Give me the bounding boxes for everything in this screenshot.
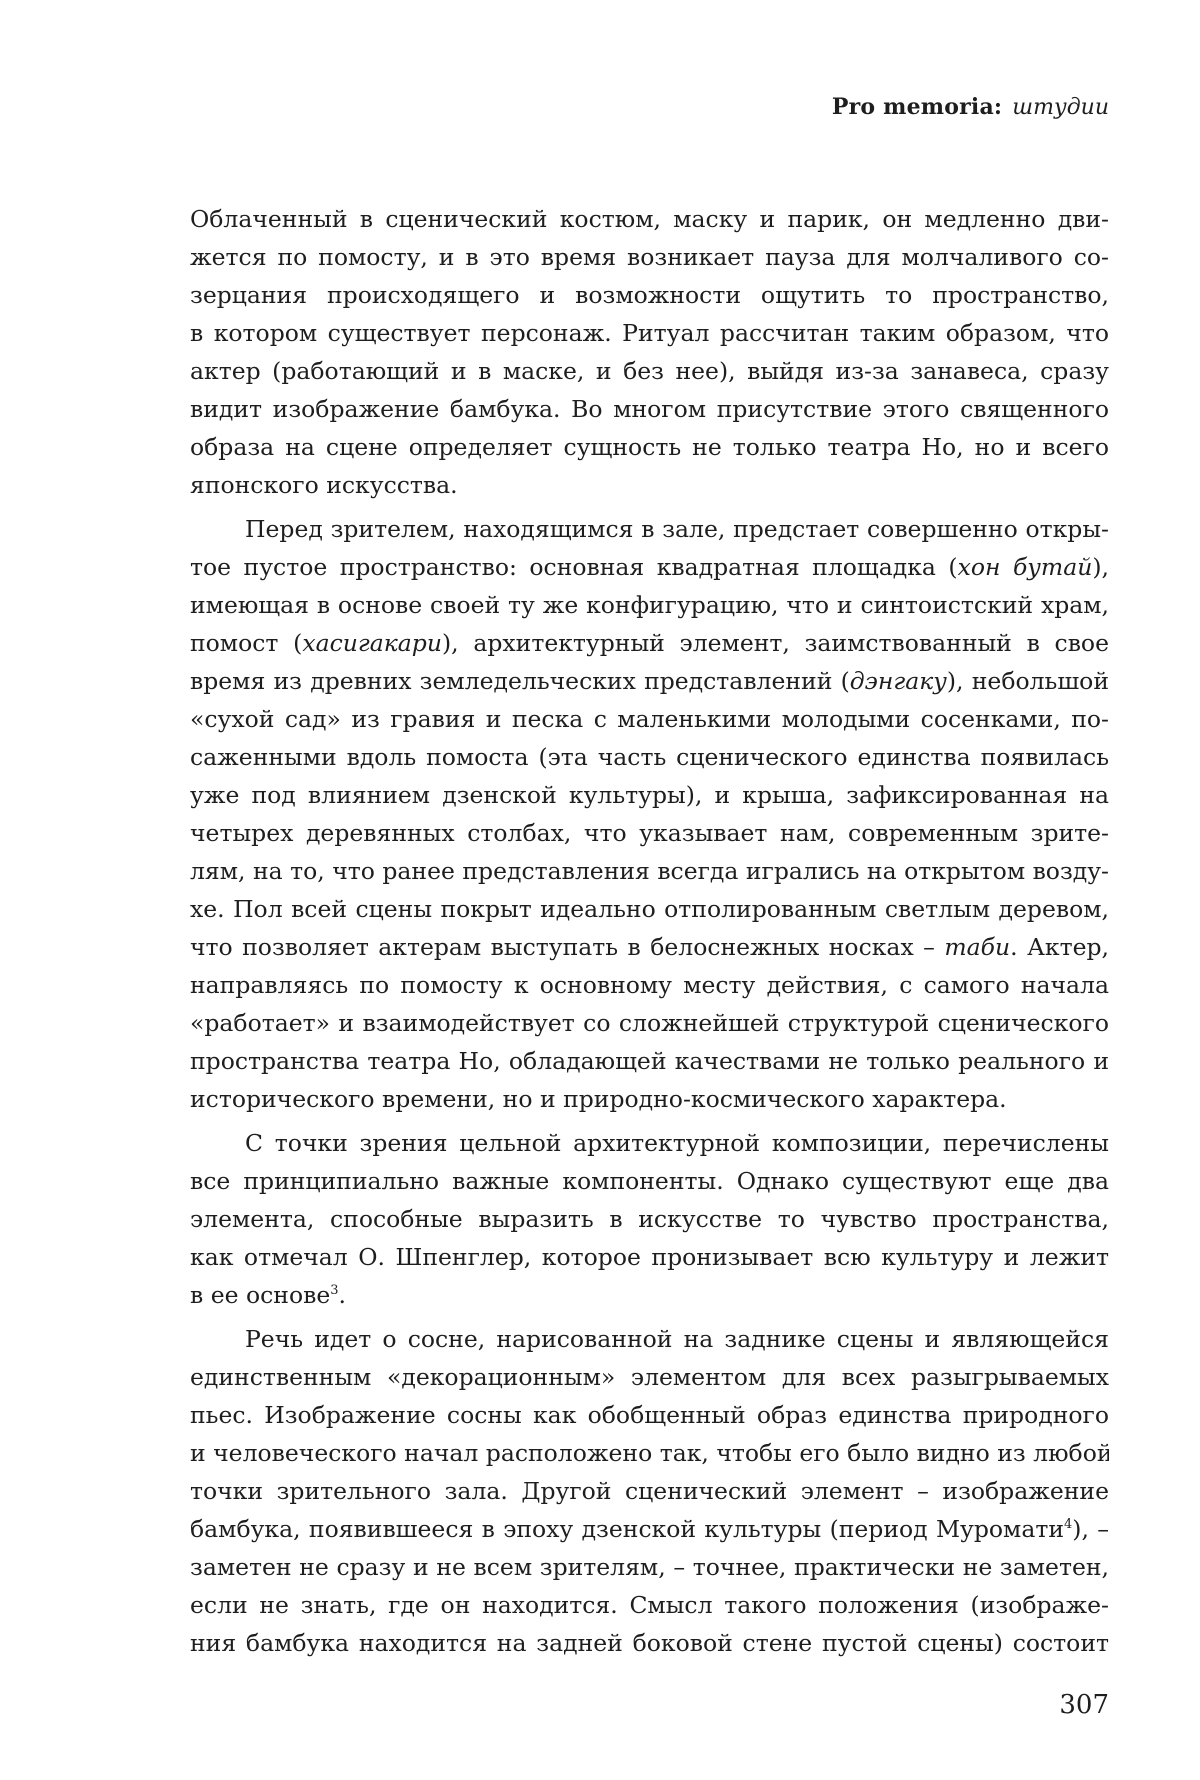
- text-run: Речь идет о сосне, нарисованной на заднике сцены и являющейся: [245, 1325, 1109, 1353]
- text-line: [190, 1434, 1109, 1472]
- text-line: [190, 1276, 1109, 1314]
- text-line: [190, 1624, 1109, 1662]
- text-line: [190, 890, 1109, 928]
- text-line: [190, 852, 1109, 890]
- text-run: образа на сцене определяет сущность не только театра Но, но и всего: [190, 433, 1109, 461]
- italic-term: хасигакари: [302, 629, 442, 657]
- text-line: [190, 510, 1109, 548]
- text-run: помост (: [190, 629, 302, 657]
- text-run: «работает» и взаимодействует со сложнейшей структурой сценического: [190, 1009, 1109, 1037]
- text-line: [190, 314, 1109, 352]
- footnote-marker: 4: [1064, 1517, 1072, 1532]
- text-run: что позволяет актерам выступать в белоснежных носках –: [190, 933, 944, 961]
- text-run: заметен не сразу и не всем зрителям, – точнее, практически не заметен,: [190, 1553, 1109, 1581]
- text-run: Облаченный в сценический костюм, маску и парик, он медленно дви-: [190, 205, 1109, 233]
- text-run: С точки зрения цельной архитектурной композиции, перечислены: [245, 1129, 1109, 1157]
- footnote-marker: 3: [330, 1283, 338, 1298]
- text-line: [190, 966, 1109, 1004]
- text-run: четырех деревянных столбах, что указывает нам, современным зрите-: [190, 819, 1109, 847]
- body-text: [190, 200, 1109, 1662]
- paragraph: [190, 200, 1109, 504]
- text-line: [190, 700, 1109, 738]
- text-line: [190, 1042, 1109, 1080]
- text-run: тое пустое пространство: основная квадратная площадка (: [190, 553, 958, 581]
- text-run: если не знать, где он находится. Смысл такого положения (изображе-: [190, 1591, 1109, 1619]
- text-run: ), –: [1072, 1515, 1109, 1543]
- page-number: 307: [1059, 1690, 1109, 1720]
- text-line: [190, 662, 1109, 700]
- text-run: Перед зрителем, находящимся в зале, предстает совершенно откры-: [245, 515, 1109, 543]
- running-header: [832, 92, 1109, 123]
- text-run: пьес. Изображение сосны как обобщенный образ единства природного: [190, 1401, 1109, 1429]
- text-line: [190, 1586, 1109, 1624]
- text-line: [190, 928, 1109, 966]
- text-line: [190, 428, 1109, 466]
- text-line: [190, 390, 1109, 428]
- text-run: бамбука, появившееся в эпоху дзенской культуры (период Муромати: [190, 1515, 1064, 1543]
- text-run: направляясь по помосту к основному месту действия, с самого начала: [190, 971, 1109, 999]
- text-run: ), архитектурный элемент, заимствованный в свое: [442, 629, 1109, 657]
- text-run: зерцания происходящего и возможности ощутить то пространство,: [190, 281, 1109, 309]
- text-run: уже под влиянием дзенской культуры), и крыша, зафиксированная на: [190, 781, 1109, 809]
- text-run: японского искусства.: [190, 471, 458, 499]
- text-line: [190, 1472, 1109, 1510]
- text-line: [190, 814, 1109, 852]
- text-run: актер (работающий и в маске, и без нее), выйдя из-за занавеса, сразу: [190, 357, 1109, 385]
- text-line: [190, 776, 1109, 814]
- text-run: все принципиально важные компоненты. Однако существуют еще два: [190, 1167, 1109, 1195]
- text-line: [190, 352, 1109, 390]
- section-title: штудии: [1012, 95, 1109, 120]
- text-line: [190, 1238, 1109, 1276]
- text-line: [190, 1396, 1109, 1434]
- text-run: хе. Пол всей сцены покрыт идеально отполированным светлым деревом,: [190, 895, 1109, 923]
- text-run: в котором существует персонаж. Ритуал рассчитан таким образом, что: [190, 319, 1109, 347]
- text-run: саженными вдоль помоста (эта часть сценического единства появилась: [190, 743, 1109, 771]
- text-line: [190, 276, 1109, 314]
- text-run: как отмечал О. Шпенглер, которое пронизывает всю культуру и лежит: [190, 1243, 1109, 1271]
- text-run: жется по помосту, и в это время возникает пауза для молчаливого со-: [190, 243, 1109, 271]
- text-line: [190, 548, 1109, 586]
- text-line: [190, 1004, 1109, 1042]
- text-run: ния бамбука находится на задней боковой стене пустой сцены) состоит: [190, 1629, 1109, 1657]
- text-line: [190, 1162, 1109, 1200]
- text-run: единственным «декорационным» элементом для всех разыгрываемых: [190, 1363, 1109, 1391]
- text-line: [190, 238, 1109, 276]
- text-run: «сухой сад» из гравия и песка с маленькими молодыми сосенками, по-: [190, 705, 1109, 733]
- text-line: [190, 1510, 1109, 1548]
- text-line: [190, 738, 1109, 776]
- text-line: [190, 1548, 1109, 1586]
- text-line: [190, 1200, 1109, 1238]
- text-run: элемента, способные выразить в искусстве то чувство пространства,: [190, 1205, 1109, 1233]
- text-run: видит изображение бамбука. Во многом присутствие этого священного: [190, 395, 1109, 423]
- text-run: имеющая в основе своей ту же конфигурацию, что и синтоистский храм,: [190, 591, 1109, 619]
- text-line: [190, 1080, 1109, 1118]
- text-run: пространства театра Но, обладающей качествами не только реального и: [190, 1047, 1109, 1075]
- text-line: [190, 586, 1109, 624]
- italic-term: дэнгаку: [850, 667, 947, 695]
- journal-title: Pro memoria:: [832, 94, 1002, 120]
- text-line: [190, 624, 1109, 662]
- text-line: [190, 200, 1109, 238]
- text-line: [190, 466, 1109, 504]
- text-run: лям, на то, что ранее представления всегда игрались на открытом возду-: [190, 857, 1109, 885]
- text-run: .: [339, 1281, 346, 1309]
- paragraph: [190, 1320, 1109, 1662]
- text-line: [190, 1124, 1109, 1162]
- italic-term: хон бутай: [958, 553, 1093, 581]
- text-run: . Актер,: [1010, 933, 1109, 961]
- text-run: исторического времени, но и природно-космического характера.: [190, 1085, 1007, 1113]
- italic-term: таби: [944, 933, 1010, 961]
- text-run: в ее основе: [190, 1281, 330, 1309]
- paragraph: [190, 510, 1109, 1118]
- text-run: и человеческого начал расположено так, чтобы его было видно из любой: [190, 1439, 1109, 1467]
- text-line: [190, 1358, 1109, 1396]
- text-run: ),: [1092, 553, 1109, 581]
- text-run: ), небольшой: [947, 667, 1109, 695]
- text-run: время из древних земледельческих представлений (: [190, 667, 850, 695]
- text-run: точки зрительного зала. Другой сценический элемент – изображение: [190, 1477, 1109, 1505]
- paragraph: [190, 1124, 1109, 1314]
- text-line: [190, 1320, 1109, 1358]
